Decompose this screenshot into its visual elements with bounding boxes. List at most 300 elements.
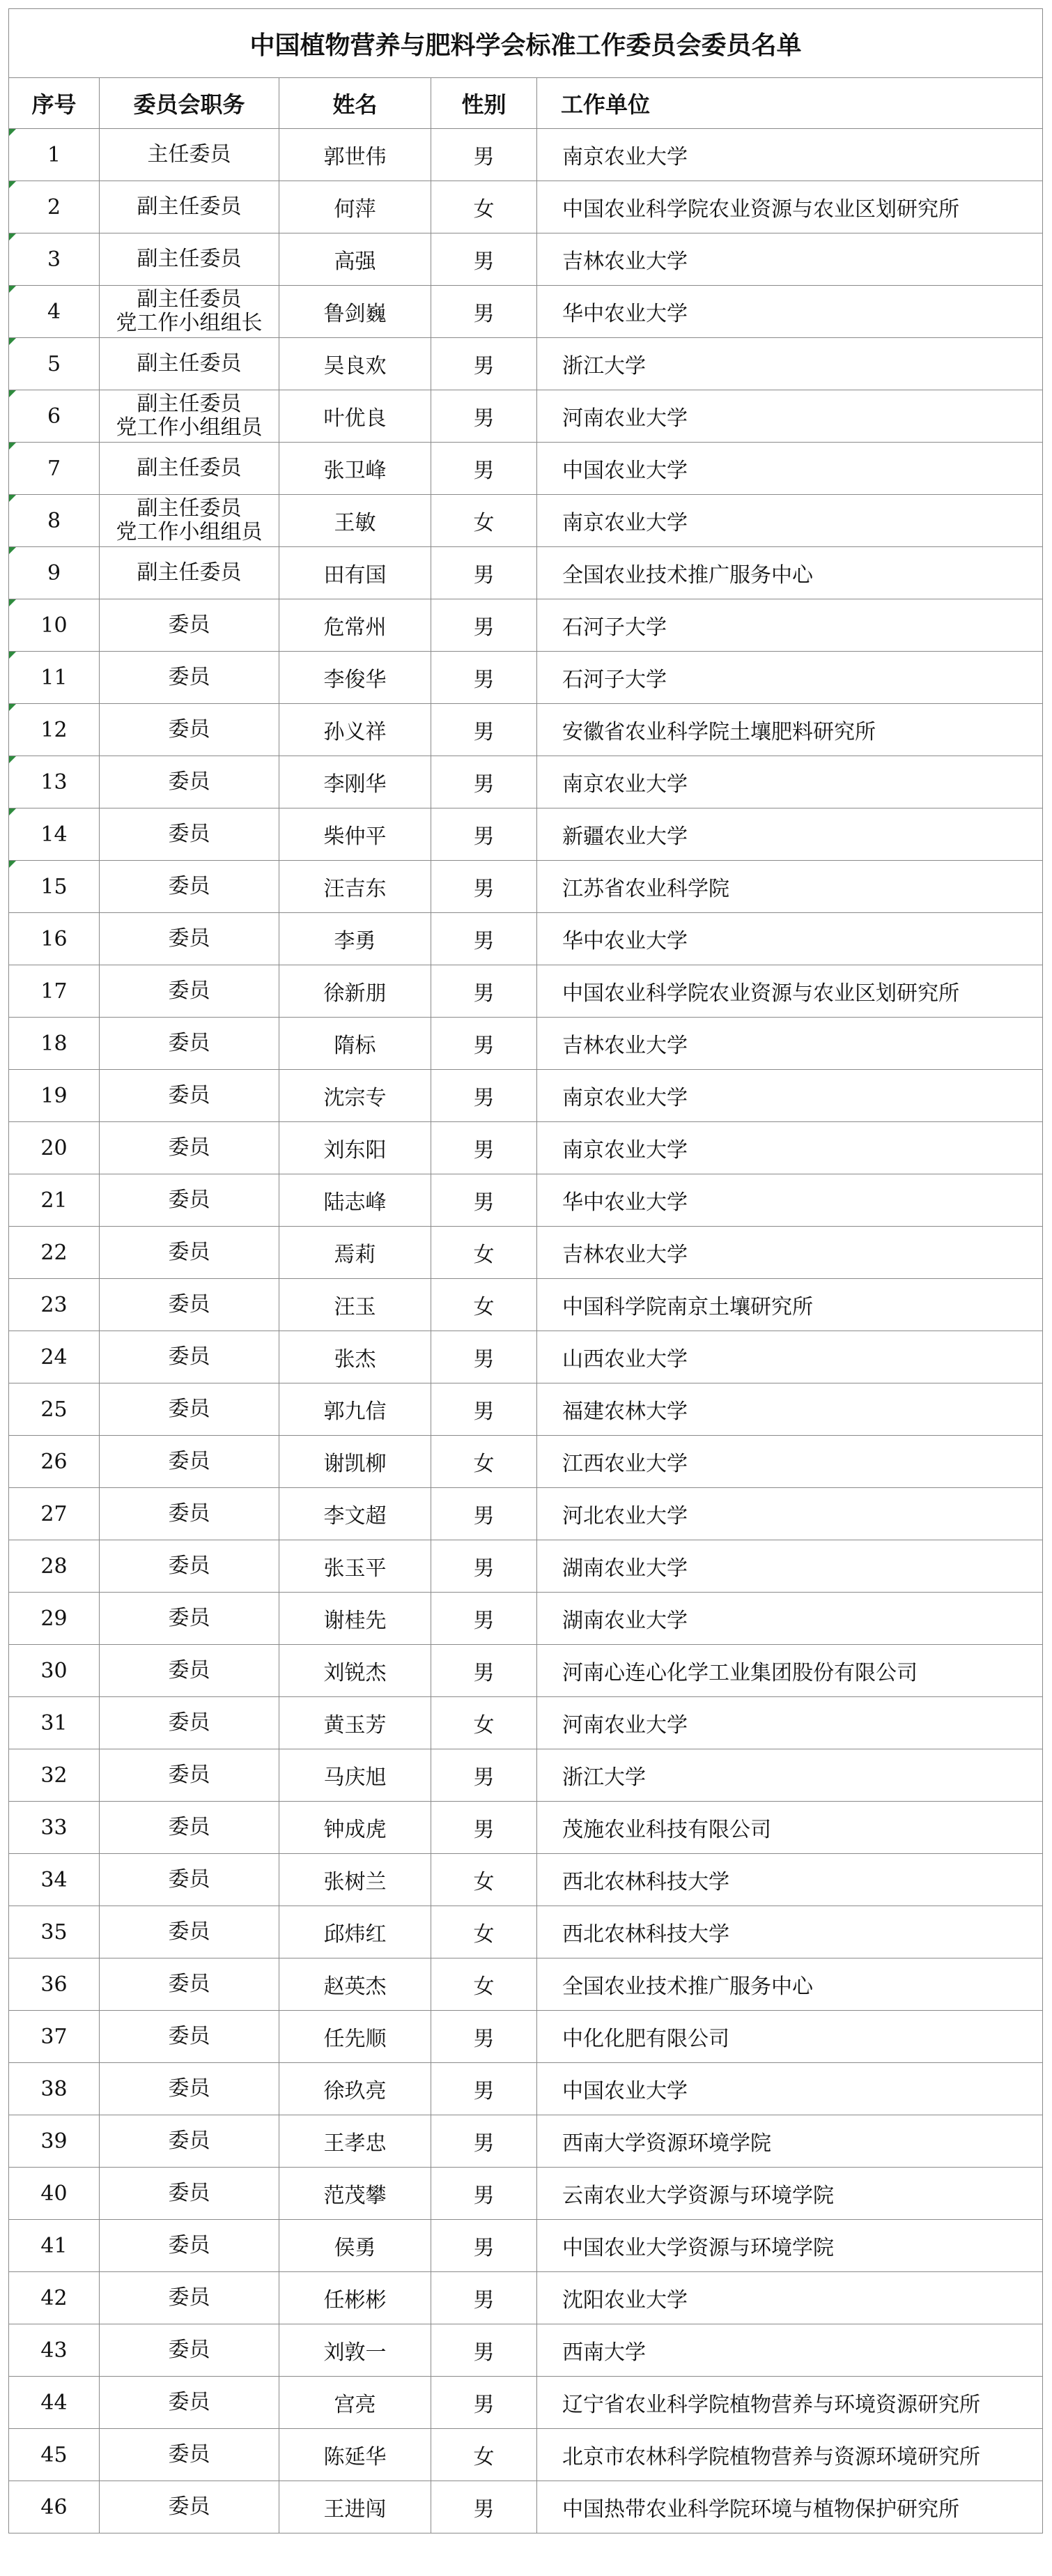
table-row — [9, 1227, 1043, 1279]
cell-index: 10 — [9, 599, 100, 652]
table-row — [9, 1279, 1043, 1331]
table-row — [9, 756, 1043, 808]
cell-name: 任先顺 — [279, 2011, 431, 2063]
cell-unit: 西南大学 — [537, 2324, 1043, 2377]
cell-gender: 男 — [431, 1645, 537, 1697]
role-line: 委员 — [168, 1397, 210, 1421]
role-line: 委员 — [168, 926, 210, 951]
cell-role — [100, 1802, 279, 1854]
cell-index: 5 — [9, 338, 100, 390]
cell-unit: 江西农业大学 — [537, 1436, 1043, 1488]
cell-gender: 男 — [431, 1383, 537, 1436]
cell-name: 李文超 — [279, 1488, 431, 1540]
role-line: 委员 — [168, 2129, 210, 2153]
cell-role — [100, 1383, 279, 1436]
cell-gender: 男 — [431, 1749, 537, 1802]
member-table — [8, 8, 1043, 2533]
cell-gender: 男 — [431, 704, 537, 756]
cell-gender: 男 — [431, 1540, 537, 1593]
cell-gender: 男 — [431, 338, 537, 390]
cell-name: 隋标 — [279, 1018, 431, 1070]
cell-index: 43 — [9, 2324, 100, 2377]
cell-role — [100, 2011, 279, 2063]
role-line: 委员 — [168, 874, 210, 898]
cell-name: 刘东阳 — [279, 1122, 431, 1174]
role-line: 委员 — [168, 1867, 210, 1892]
cell-gender: 男 — [431, 2115, 537, 2168]
table-row — [9, 547, 1043, 599]
table-row — [9, 1906, 1043, 1958]
cell-index: 16 — [9, 913, 100, 965]
cell-name: 范茂攀 — [279, 2168, 431, 2220]
table-row — [9, 1854, 1043, 1906]
cell-index: 17 — [9, 965, 100, 1018]
table-row — [9, 181, 1043, 233]
table-row — [9, 1645, 1043, 1697]
cell-name: 孙义祥 — [279, 704, 431, 756]
table-row — [9, 652, 1043, 704]
cell-gender: 男 — [431, 443, 537, 495]
role-line: 委员 — [168, 613, 210, 637]
role-line: 委员 — [168, 2024, 210, 2048]
header-index: 序号 — [9, 78, 100, 129]
table-row — [9, 1958, 1043, 2011]
cell-name: 郭世伟 — [279, 129, 431, 181]
cell-index: 27 — [9, 1488, 100, 1540]
cell-role — [100, 2377, 279, 2429]
cell-role — [100, 1645, 279, 1697]
cell-unit: 石河子大学 — [537, 599, 1043, 652]
cell-role — [100, 2481, 279, 2533]
cell-index: 1 — [9, 129, 100, 181]
table-row — [9, 286, 1043, 338]
cell-name: 田有国 — [279, 547, 431, 599]
cell-unit: 北京市农林科学院植物营养与资源环境研究所 — [537, 2429, 1043, 2481]
cell-role — [100, 2324, 279, 2377]
table-row — [9, 390, 1043, 443]
table-row — [9, 2011, 1043, 2063]
cell-role — [100, 652, 279, 704]
cell-name: 马庆旭 — [279, 1749, 431, 1802]
cell-gender: 男 — [431, 2377, 537, 2429]
cell-name: 李俊华 — [279, 652, 431, 704]
cell-gender: 男 — [431, 286, 537, 338]
role-line: 副主任委员 — [137, 247, 242, 271]
cell-role — [100, 1018, 279, 1070]
cell-index: 31 — [9, 1697, 100, 1749]
table-row — [9, 2168, 1043, 2220]
role-line: 委员 — [168, 1135, 210, 1160]
table-row — [9, 2429, 1043, 2481]
cell-name: 赵英杰 — [279, 1958, 431, 2011]
table-row — [9, 129, 1043, 181]
table-row — [9, 1174, 1043, 1227]
cell-gender: 男 — [431, 2324, 537, 2377]
cell-index: 41 — [9, 2220, 100, 2272]
role-line: 委员 — [168, 1815, 210, 1839]
cell-role — [100, 2272, 279, 2324]
cell-gender: 女 — [431, 1958, 537, 2011]
cell-unit: 华中农业大学 — [537, 286, 1043, 338]
table-row — [9, 1122, 1043, 1174]
cell-name: 钟成虎 — [279, 1802, 431, 1854]
role-line: 委员 — [168, 2076, 210, 2101]
cell-name: 高强 — [279, 233, 431, 286]
role-line: 副主任委员 — [137, 456, 242, 480]
role-line: 副主任委员 — [137, 560, 242, 585]
cell-index: 8 — [9, 495, 100, 547]
cell-role — [100, 1174, 279, 1227]
cell-index: 34 — [9, 1854, 100, 1906]
cell-name: 王敏 — [279, 495, 431, 547]
table-row — [9, 233, 1043, 286]
table-row — [9, 2481, 1043, 2533]
table-row — [9, 2324, 1043, 2377]
cell-role — [100, 181, 279, 233]
cell-name: 刘敦一 — [279, 2324, 431, 2377]
table-row — [9, 1331, 1043, 1383]
cell-gender: 女 — [431, 1854, 537, 1906]
cell-gender: 男 — [431, 599, 537, 652]
cell-gender: 男 — [431, 1174, 537, 1227]
role-line: 主任委员 — [147, 142, 231, 167]
table-row — [9, 1383, 1043, 1436]
cell-gender: 男 — [431, 390, 537, 443]
cell-gender: 男 — [431, 2220, 537, 2272]
cell-gender: 男 — [431, 1122, 537, 1174]
cell-index: 46 — [9, 2481, 100, 2533]
table-row — [9, 1802, 1043, 1854]
role-line: 委员 — [168, 1240, 210, 1264]
cell-name: 鲁剑巍 — [279, 286, 431, 338]
cell-unit: 华中农业大学 — [537, 913, 1043, 965]
cell-index: 37 — [9, 2011, 100, 2063]
header-gender: 性别 — [431, 78, 537, 129]
cell-unit: 中国热带农业科学院环境与植物保护研究所 — [537, 2481, 1043, 2533]
table-row — [9, 2272, 1043, 2324]
cell-name: 侯勇 — [279, 2220, 431, 2272]
cell-gender: 男 — [431, 233, 537, 286]
role-line: 委员 — [168, 2338, 210, 2362]
cell-unit: 吉林农业大学 — [537, 1018, 1043, 1070]
cell-index: 29 — [9, 1593, 100, 1645]
cell-index: 14 — [9, 808, 100, 861]
cell-name: 王孝忠 — [279, 2115, 431, 2168]
cell-name: 宫亮 — [279, 2377, 431, 2429]
cell-index: 6 — [9, 390, 100, 443]
cell-unit: 沈阳农业大学 — [537, 2272, 1043, 2324]
role-line: 委员 — [168, 1031, 210, 1055]
cell-role — [100, 2168, 279, 2220]
role-line: 委员 — [168, 979, 210, 1003]
table-row — [9, 913, 1043, 965]
cell-role — [100, 1906, 279, 1958]
cell-role — [100, 913, 279, 965]
role-line: 副主任委员 — [137, 496, 242, 521]
cell-index: 38 — [9, 2063, 100, 2115]
cell-index: 20 — [9, 1122, 100, 1174]
cell-unit: 西北农林科技大学 — [537, 1854, 1043, 1906]
cell-unit: 全国农业技术推广服务中心 — [537, 547, 1043, 599]
cell-unit: 南京农业大学 — [537, 129, 1043, 181]
cell-name: 李勇 — [279, 913, 431, 965]
cell-role — [100, 547, 279, 599]
table-row — [9, 2377, 1043, 2429]
cell-index: 35 — [9, 1906, 100, 1958]
cell-name: 谢凯柳 — [279, 1436, 431, 1488]
cell-gender: 女 — [431, 495, 537, 547]
cell-index: 19 — [9, 1070, 100, 1122]
role-line: 委员 — [168, 1554, 210, 1578]
table-row — [9, 808, 1043, 861]
cell-unit: 南京农业大学 — [537, 1122, 1043, 1174]
cell-unit: 山西农业大学 — [537, 1331, 1043, 1383]
cell-role — [100, 390, 279, 443]
cell-unit: 浙江大学 — [537, 338, 1043, 390]
table-row — [9, 2115, 1043, 2168]
cell-unit: 云南农业大学资源与环境学院 — [537, 2168, 1043, 2220]
role-line: 委员 — [168, 1449, 210, 1473]
cell-unit: 江苏省农业科学院 — [537, 861, 1043, 913]
cell-role — [100, 1749, 279, 1802]
cell-role — [100, 1488, 279, 1540]
cell-name: 刘锐杰 — [279, 1645, 431, 1697]
cell-name: 任彬彬 — [279, 2272, 431, 2324]
cell-index: 40 — [9, 2168, 100, 2220]
cell-unit: 河南农业大学 — [537, 390, 1043, 443]
cell-gender: 男 — [431, 808, 537, 861]
cell-gender: 男 — [431, 1070, 537, 1122]
cell-gender: 男 — [431, 547, 537, 599]
table-row — [9, 2220, 1043, 2272]
table-body — [9, 129, 1043, 2533]
cell-index: 32 — [9, 1749, 100, 1802]
cell-gender: 女 — [431, 1227, 537, 1279]
cell-gender: 女 — [431, 1279, 537, 1331]
role-line: 委员 — [168, 1501, 210, 1526]
cell-index: 44 — [9, 2377, 100, 2429]
role-line: 委员 — [168, 822, 210, 846]
cell-unit: 石河子大学 — [537, 652, 1043, 704]
role-line: 党工作小组组长 — [116, 311, 263, 335]
role-line: 党工作小组组员 — [116, 415, 263, 440]
table-header-row — [9, 78, 1043, 129]
cell-name: 柴仲平 — [279, 808, 431, 861]
cell-role — [100, 1593, 279, 1645]
role-line: 委员 — [168, 1763, 210, 1787]
role-line: 副主任委员 — [137, 194, 242, 219]
cell-name: 徐新朋 — [279, 965, 431, 1018]
cell-name: 汪吉东 — [279, 861, 431, 913]
table-row — [9, 2063, 1043, 2115]
cell-gender: 男 — [431, 2063, 537, 2115]
cell-index: 22 — [9, 1227, 100, 1279]
cell-index: 9 — [9, 547, 100, 599]
cell-role — [100, 2115, 279, 2168]
cell-unit: 吉林农业大学 — [537, 233, 1043, 286]
cell-index: 3 — [9, 233, 100, 286]
role-line: 委员 — [168, 1188, 210, 1212]
table-row — [9, 338, 1043, 390]
role-line: 委员 — [168, 2494, 210, 2519]
cell-role — [100, 286, 279, 338]
cell-role — [100, 1227, 279, 1279]
cell-role — [100, 443, 279, 495]
cell-name: 何萍 — [279, 181, 431, 233]
cell-name: 邱炜红 — [279, 1906, 431, 1958]
cell-unit: 中国农业大学 — [537, 2063, 1043, 2115]
cell-gender: 男 — [431, 129, 537, 181]
cell-index: 45 — [9, 2429, 100, 2481]
cell-role — [100, 1697, 279, 1749]
cell-gender: 女 — [431, 1436, 537, 1488]
cell-gender: 男 — [431, 1331, 537, 1383]
cell-role — [100, 861, 279, 913]
cell-index: 15 — [9, 861, 100, 913]
cell-name: 李刚华 — [279, 756, 431, 808]
table-row — [9, 861, 1043, 913]
cell-gender: 男 — [431, 2168, 537, 2220]
cell-role — [100, 233, 279, 286]
cell-unit: 安徽省农业科学院土壤肥料研究所 — [537, 704, 1043, 756]
table-row — [9, 704, 1043, 756]
cell-name: 张玉平 — [279, 1540, 431, 1593]
table-row — [9, 443, 1043, 495]
cell-name: 叶优良 — [279, 390, 431, 443]
role-line: 副主任委员 — [137, 392, 242, 416]
cell-gender: 男 — [431, 652, 537, 704]
cell-index: 24 — [9, 1331, 100, 1383]
cell-index: 4 — [9, 286, 100, 338]
cell-unit: 新疆农业大学 — [537, 808, 1043, 861]
cell-role — [100, 1436, 279, 1488]
table-row — [9, 495, 1043, 547]
cell-gender: 男 — [431, 756, 537, 808]
cell-index: 39 — [9, 2115, 100, 2168]
cell-index: 12 — [9, 704, 100, 756]
cell-unit: 中国科学院南京土壤研究所 — [537, 1279, 1043, 1331]
cell-name: 沈宗专 — [279, 1070, 431, 1122]
role-line: 委员 — [168, 2233, 210, 2257]
cell-name: 陆志峰 — [279, 1174, 431, 1227]
role-line: 委员 — [168, 717, 210, 742]
cell-unit: 华中农业大学 — [537, 1174, 1043, 1227]
cell-index: 30 — [9, 1645, 100, 1697]
cell-role — [100, 2429, 279, 2481]
cell-gender: 男 — [431, 1488, 537, 1540]
cell-index: 25 — [9, 1383, 100, 1436]
cell-name: 汪玉 — [279, 1279, 431, 1331]
cell-role — [100, 1279, 279, 1331]
cell-index: 2 — [9, 181, 100, 233]
cell-role — [100, 129, 279, 181]
cell-gender: 男 — [431, 965, 537, 1018]
role-line: 委员 — [168, 769, 210, 794]
role-line: 委员 — [168, 1083, 210, 1107]
cell-gender: 女 — [431, 1697, 537, 1749]
cell-unit: 南京农业大学 — [537, 1070, 1043, 1122]
cell-gender: 男 — [431, 2481, 537, 2533]
role-line: 委员 — [168, 2442, 210, 2467]
document-title: 中国植物营养与肥料学会标准工作委员会委员名单 — [9, 9, 1043, 78]
cell-unit: 河北农业大学 — [537, 1488, 1043, 1540]
role-line: 委员 — [168, 2285, 210, 2310]
header-role: 委员会职务 — [100, 78, 279, 129]
cell-name: 陈延华 — [279, 2429, 431, 2481]
cell-index: 13 — [9, 756, 100, 808]
cell-name: 王进闯 — [279, 2481, 431, 2533]
table-row — [9, 599, 1043, 652]
header-unit: 工作单位 — [537, 78, 1043, 129]
cell-unit: 福建农林大学 — [537, 1383, 1043, 1436]
cell-unit: 中国农业大学资源与环境学院 — [537, 2220, 1043, 2272]
cell-gender: 男 — [431, 1593, 537, 1645]
cell-role — [100, 495, 279, 547]
cell-unit: 西南大学资源环境学院 — [537, 2115, 1043, 2168]
role-line: 委员 — [168, 665, 210, 689]
cell-index: 42 — [9, 2272, 100, 2324]
cell-unit: 南京农业大学 — [537, 495, 1043, 547]
cell-name: 张树兰 — [279, 1854, 431, 1906]
cell-name: 徐玖亮 — [279, 2063, 431, 2115]
cell-gender: 女 — [431, 181, 537, 233]
role-line: 委员 — [168, 1606, 210, 1630]
cell-role — [100, 1540, 279, 1593]
cell-gender: 男 — [431, 1018, 537, 1070]
cell-role — [100, 2220, 279, 2272]
table-row — [9, 1018, 1043, 1070]
cell-index: 7 — [9, 443, 100, 495]
cell-role — [100, 1854, 279, 1906]
cell-gender: 男 — [431, 2272, 537, 2324]
cell-unit: 吉林农业大学 — [537, 1227, 1043, 1279]
cell-index: 21 — [9, 1174, 100, 1227]
header-name: 姓名 — [279, 78, 431, 129]
table-row — [9, 965, 1043, 1018]
cell-unit: 中国农业科学院农业资源与农业区划研究所 — [537, 965, 1043, 1018]
cell-role — [100, 1070, 279, 1122]
role-line: 委员 — [168, 1972, 210, 1996]
cell-name: 焉莉 — [279, 1227, 431, 1279]
cell-unit: 中国农业科学院农业资源与农业区划研究所 — [537, 181, 1043, 233]
cell-unit: 西北农林科技大学 — [537, 1906, 1043, 1958]
table-row — [9, 1697, 1043, 1749]
cell-unit: 茂施农业科技有限公司 — [537, 1802, 1043, 1854]
cell-role — [100, 1122, 279, 1174]
cell-name: 张杰 — [279, 1331, 431, 1383]
cell-unit: 中化化肥有限公司 — [537, 2011, 1043, 2063]
table-row — [9, 1436, 1043, 1488]
cell-role — [100, 338, 279, 390]
cell-role — [100, 1331, 279, 1383]
cell-name: 黄玉芳 — [279, 1697, 431, 1749]
role-line: 党工作小组组员 — [116, 520, 263, 544]
cell-gender: 男 — [431, 2011, 537, 2063]
table-row — [9, 1540, 1043, 1593]
cell-name: 谢桂先 — [279, 1593, 431, 1645]
cell-index: 11 — [9, 652, 100, 704]
cell-gender: 男 — [431, 1802, 537, 1854]
cell-role — [100, 756, 279, 808]
cell-unit: 浙江大学 — [537, 1749, 1043, 1802]
role-line: 委员 — [168, 2390, 210, 2414]
cell-unit: 中国农业大学 — [537, 443, 1043, 495]
table-row — [9, 1070, 1043, 1122]
cell-name: 张卫峰 — [279, 443, 431, 495]
member-list-sheet — [8, 8, 1042, 2533]
cell-role — [100, 599, 279, 652]
role-line: 副主任委员 — [137, 351, 242, 376]
